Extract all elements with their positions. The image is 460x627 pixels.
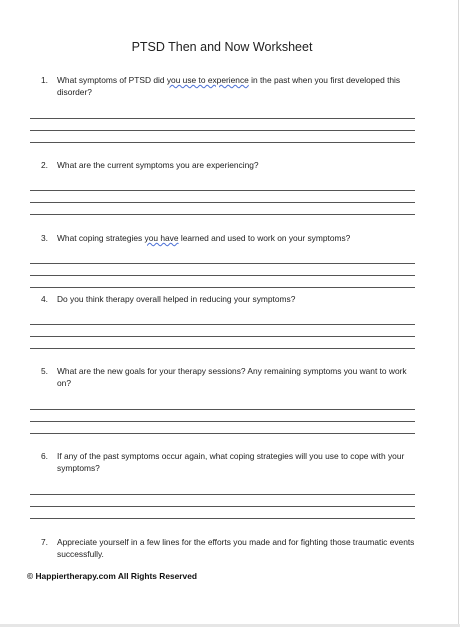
question-7 (41, 536, 421, 560)
answer-line[interactable] (30, 506, 415, 507)
question-text: Appreciate yourself in a few lines for the efforts you made and for fighting those traumatic events successfully. (57, 537, 415, 559)
answer-line[interactable] (30, 190, 415, 191)
answer-line[interactable] (30, 287, 415, 288)
question-1 (41, 74, 421, 98)
question-text: What are the current symptoms you are experiencing? (57, 160, 259, 170)
question-number: 6. (41, 451, 48, 461)
spellcheck-underline: you use to experience (166, 75, 249, 85)
answer-line[interactable] (30, 433, 415, 434)
question-text: What symptoms of PTSD did you use to experience in the past when you first developed this disorder? (57, 75, 401, 97)
answer-line[interactable] (30, 130, 415, 131)
copyright-footer: © Happiertherapy.com All Rights Reserved (27, 571, 197, 581)
question-2 (41, 159, 421, 171)
answer-line[interactable] (30, 348, 415, 349)
question-number: 4. (41, 294, 48, 304)
worksheet-title: PTSD Then and Now Worksheet (131, 40, 313, 54)
question-text: If any of the past symptoms occur again, what coping strategies will you use to cope with your symptoms? (57, 451, 405, 473)
question-text: What coping strategies you have learned and used to work on your symptoms? (57, 233, 351, 243)
question-number: 1. (41, 75, 48, 85)
answer-line[interactable] (30, 518, 415, 519)
answer-line[interactable] (30, 336, 415, 337)
question-6 (41, 450, 421, 474)
question-number: 3. (41, 233, 48, 243)
answer-line[interactable] (30, 324, 415, 325)
question-text: What are the new goals for your therapy sessions? Any remaining symptoms you want to work on? (57, 366, 407, 388)
question-number: 7. (41, 537, 48, 547)
question-number: 5. (41, 366, 48, 376)
question-text: Do you think therapy overall helped in reducing your symptoms? (57, 294, 296, 304)
answer-line[interactable] (30, 421, 415, 422)
question-number: 2. (41, 160, 48, 170)
answer-line[interactable] (30, 142, 415, 143)
answer-line[interactable] (30, 263, 415, 264)
answer-line[interactable] (30, 275, 415, 276)
answer-line[interactable] (30, 202, 415, 203)
answer-line[interactable] (30, 494, 415, 495)
question-5 (41, 365, 421, 389)
answer-line[interactable] (30, 214, 415, 215)
answer-line[interactable] (30, 409, 415, 410)
answer-line[interactable] (30, 118, 415, 119)
spellcheck-underline: you have (144, 233, 179, 243)
question-3 (41, 232, 421, 244)
question-4 (41, 293, 421, 305)
